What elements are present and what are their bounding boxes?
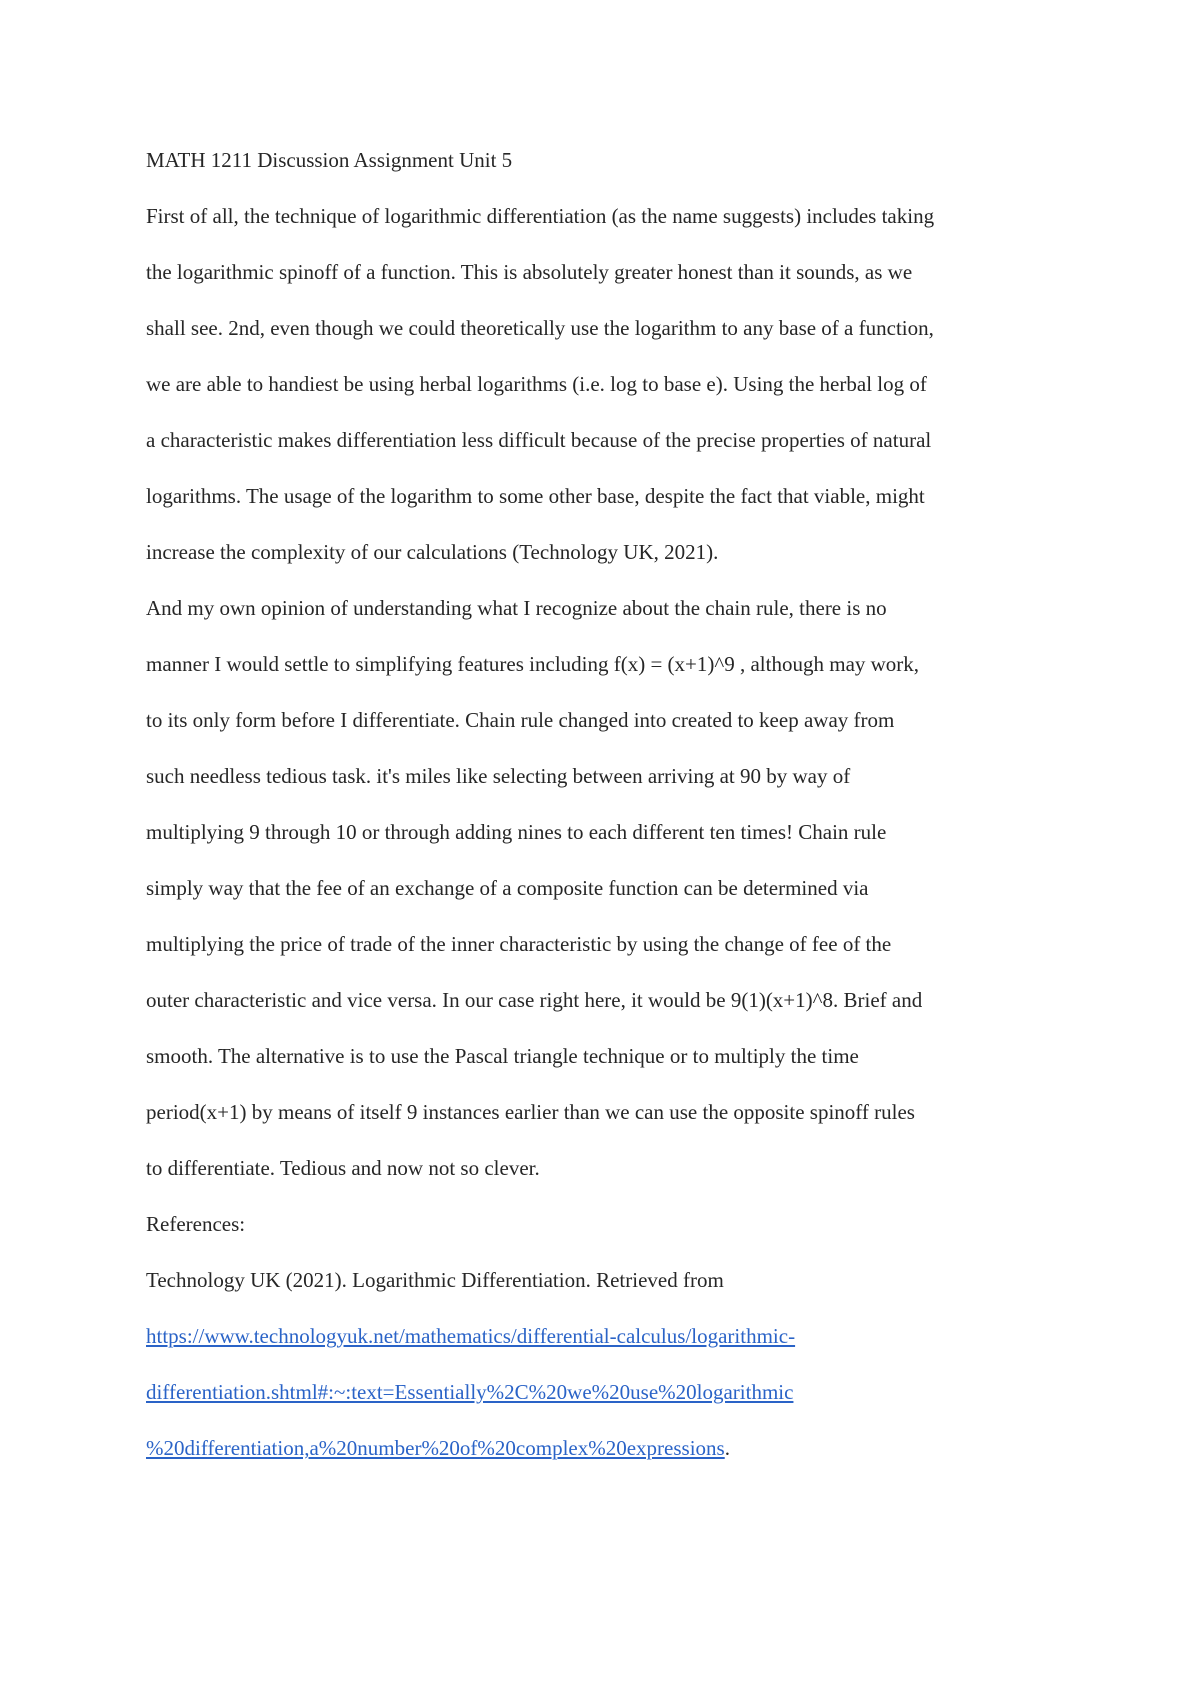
text-line: First of all, the technique of logarithmic differentiation (as the name suggests) includes taking	[146, 204, 935, 228]
text-line: logarithms. The usage of the logarithm to some other base, despite the fact that viable, might	[146, 484, 925, 508]
text-line: period(x+1) by means of itself 9 instances earlier than we can use the opposite spinoff rules	[146, 1100, 915, 1124]
paragraph-chain-rule	[146, 592, 1066, 1208]
text-line: shall see. 2nd, even though we could theoretically use the logarithm to any base of a function,	[146, 316, 934, 340]
text-line: manner I would settle to simplifying features including f(x) = (x+1)^9 , although may work,	[146, 652, 920, 676]
text-line: multiplying 9 through 10 or through adding nines to each different ten times! Chain rule	[146, 820, 887, 844]
reference-link-line[interactable]: differentiation.shtml#:~:text=Essentially%2C%20we%20use%20logarithmic	[146, 1380, 794, 1404]
text-line: we are able to handiest be using herbal logarithms (i.e. log to base e). Using the herbal log of	[146, 372, 927, 396]
text-line: to its only form before I differentiate. Chain rule changed into created to keep away from	[146, 708, 895, 732]
reference-end-punctuation: .	[724, 1436, 730, 1460]
reference-link-line[interactable]: https://www.technologyuk.net/mathematics/differential-calculus/logarithmic-	[146, 1324, 796, 1348]
text-line: simply way that the fee of an exchange of a composite function can be determined via	[146, 876, 869, 900]
text-line: And my own opinion of understanding what I recognize about the chain rule, there is no	[146, 596, 887, 620]
text-line: outer characteristic and vice versa. In our case right here, it would be 9(1)(x+1)^8. Brief and	[146, 988, 923, 1012]
text-line: increase the complexity of our calculations (Technology UK, 2021).	[146, 540, 719, 564]
paragraph-logarithmic-differentiation	[146, 200, 1066, 592]
text-line: smooth. The alternative is to use the Pascal triangle technique or to multiply the time	[146, 1044, 859, 1068]
reference-link-line[interactable]: %20differentiation,a%20number%20of%20complex%20expressions	[146, 1436, 725, 1460]
text-line: to differentiate. Tedious and now not so clever.	[146, 1156, 540, 1180]
references-heading: References:	[146, 1212, 246, 1236]
text-line: a characteristic makes differentiation less difficult because of the precise properties of natural	[146, 428, 932, 452]
text-line: the logarithmic spinoff of a function. This is absolutely greater honest than it sounds, as we	[146, 260, 913, 284]
reference-entry: Technology UK (2021). Logarithmic Differentiation. Retrieved from	[146, 1268, 724, 1292]
text-line: multiplying the price of trade of the inner characteristic by using the change of fee of the	[146, 932, 892, 956]
reference-link	[146, 1320, 1066, 1488]
text-line: such needless tedious task. it's miles like selecting between arriving at 90 by way of	[146, 764, 851, 788]
document-title: MATH 1211 Discussion Assignment Unit 5	[146, 148, 513, 172]
document-body	[146, 144, 1066, 1488]
